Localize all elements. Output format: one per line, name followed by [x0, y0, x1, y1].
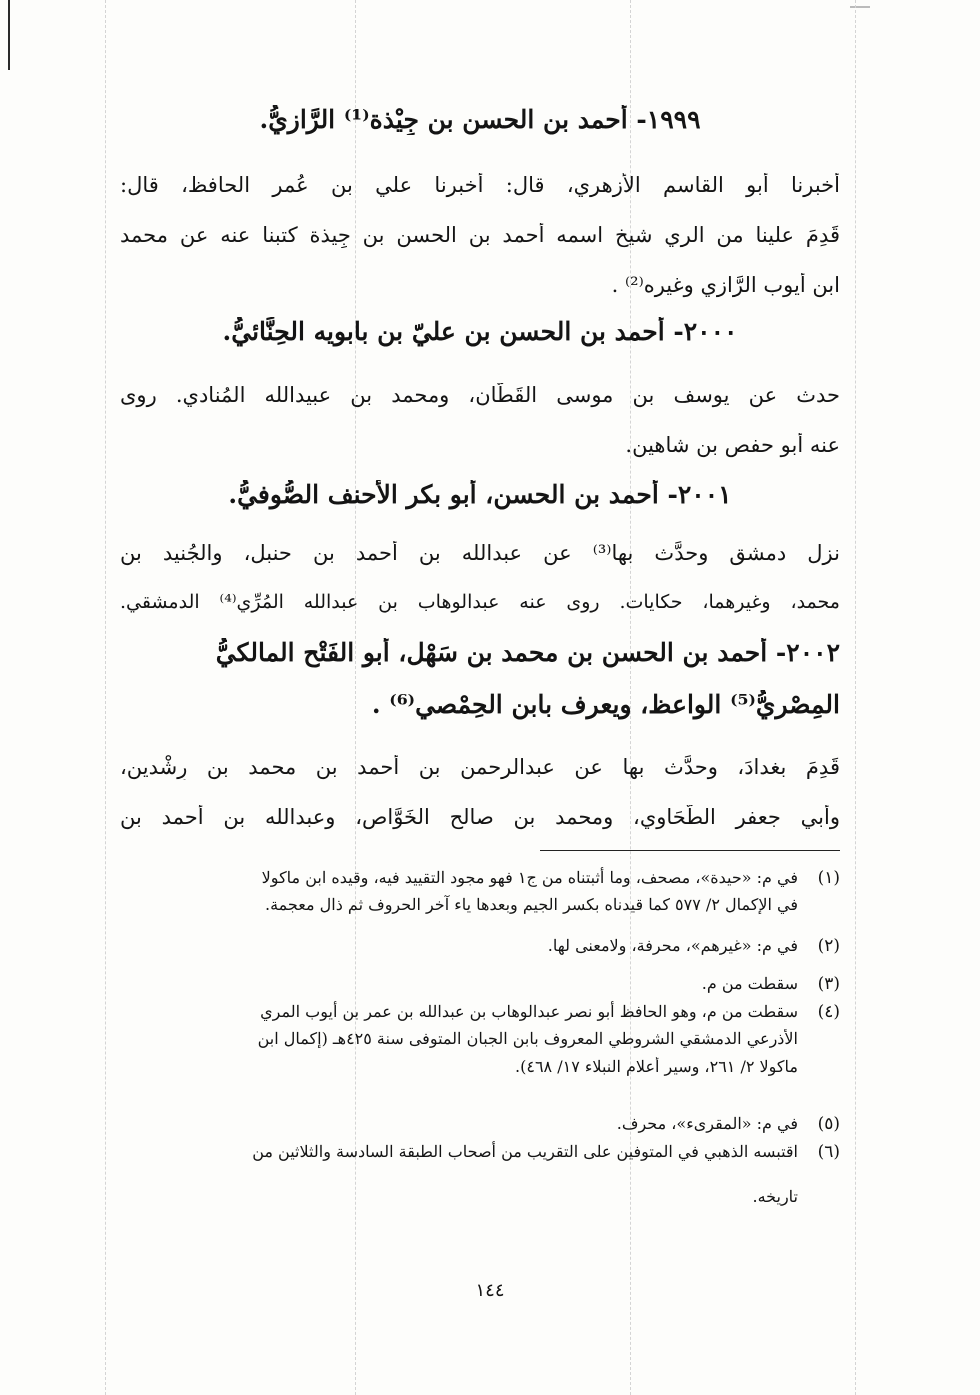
footnote-4 [120, 1001, 840, 1023]
footnote-6 [120, 1141, 840, 1163]
entry-text-line: أخبرنا أبو القاسم الأزهري، قال: أخبرنا علي بن عُمر الحافظ، قال: [120, 173, 840, 197]
footnote-number: (٥) [817, 1114, 840, 1134]
entry-text-line: حدث عن يوسف بن موسى القَطَّان، ومحمد بن عبيدالله المُنادي. روى [120, 383, 840, 407]
entry-text-line: عنه أبو حفص بن شاهين. [625, 433, 840, 457]
entry-text-line: قَدِمَ بغدادَ، وحدَّث بها عن عبدالرحمن بن أحمد بن محمد بن رِشْدين، [120, 755, 840, 779]
footnote-2 [120, 935, 840, 957]
entry-text-line: ابن أيوب الرَّازي وغيره⁽²⁾ . [611, 273, 840, 297]
entry-heading: ٢٠٠٠- أحمد بن الحسن بن عليّ بن بابويه الحِنَّائيُّ. [222, 317, 738, 346]
scan-guide-line [105, 0, 106, 1395]
scan-guide-line [855, 0, 856, 1395]
entry-text-line: وأبي جعفر الطَّحَاوي، ومحمد بن صالح الخَوَّاص، وعبدالله بن أحمد بن [120, 805, 840, 829]
footnote-text: في م: «غيرهم»، محرفة، ولامعنى لها. [547, 936, 798, 955]
footnote-text-continued: تاريخه. [752, 1187, 798, 1206]
footnote-number: (٤) [817, 1002, 840, 1022]
entry-heading: ١٩٩٩- أحمد بن الحسن بن جِيْذة⁽¹⁾ الرَّازيُّ. [259, 105, 701, 134]
entry-heading: ٢٠٠٢- أحمد بن الحسن بن محمد بن سَهْل، أبو الفَتْح المالكيُّ [215, 638, 840, 667]
footnote-text: سقطت من م، وهو الحافظ أبو نصر عبدالوهاب بن عبدالله بن عمر بن أيوب المري [260, 1002, 798, 1021]
entry-text-line: قَدِمَ علينا من الري شيخ اسمه أحمد بن الحسن بن جِيذة كتبنا عنه عن محمد [120, 223, 840, 247]
footnote-number: (٣) [817, 974, 840, 994]
scan-corner-mark [850, 6, 870, 8]
footnote-number: (٢) [817, 936, 840, 956]
footnote-text: في م: «المقرىء»، محرف. [616, 1114, 798, 1133]
footnote-1 [120, 867, 840, 889]
footnote-3 [120, 973, 840, 995]
entry-text-line: نزل دمشق وحدَّث بها⁽³⁾ عن عبدالله بن أحمد بن حنبل، والجُنيد بن [120, 541, 840, 565]
footnote-text: سقطت من م. [701, 974, 798, 993]
entry-heading-continued: المِصْريُّ⁽⁵⁾ الواعظ، ويعرف بابن الحِمْصي⁽⁶⁾ . [371, 690, 840, 719]
scan-edge-mark [8, 0, 10, 70]
footnote-text-continued: الأذرعي الدمشقي الشروطي المعروف بابن الجبان المتوفى سنة ٤٢٥هـ (إكمال ابن [257, 1029, 798, 1048]
footnote-text: اقتبسه الذهبي في المتوفين على التقريب من أصحاب الطبقة السادسة والثلاثين من [252, 1142, 798, 1161]
footnote-text-continued: ماكولا ٢/ ٢٦١، وسير أعلام النبلاء ١٧/ ٤٦٨). [515, 1057, 798, 1076]
footnote-number: (١) [817, 868, 840, 888]
footnote-text: في م: «حيدة»، مصحف، وما أثبتناه من ج١ فهو مجود التقييد فيه، وقيده ابن ماكولا [261, 868, 798, 887]
footnote-separator [540, 850, 840, 851]
page-number: ١٤٤ [475, 1280, 505, 1301]
footnote-number: (٦) [817, 1142, 840, 1162]
entry-heading: ٢٠٠١- أحمد بن الحسن، أبو بكر الأحنف الصُّوفيُّ. [228, 480, 732, 509]
entry-text-line: محمد، وغيرهما، حكايات. روى عنه عبدالوهاب بن عبدالله المُرِّي⁽⁴⁾ الدمشقي. [120, 591, 840, 613]
footnote-5 [120, 1113, 840, 1135]
footnote-text-continued: في الإكمال ٢/ ٥٧٧ كما قيدناه بكسر الجيم وبعدها ياء آخر الحروف ثم ذال معجمة. [265, 895, 798, 914]
